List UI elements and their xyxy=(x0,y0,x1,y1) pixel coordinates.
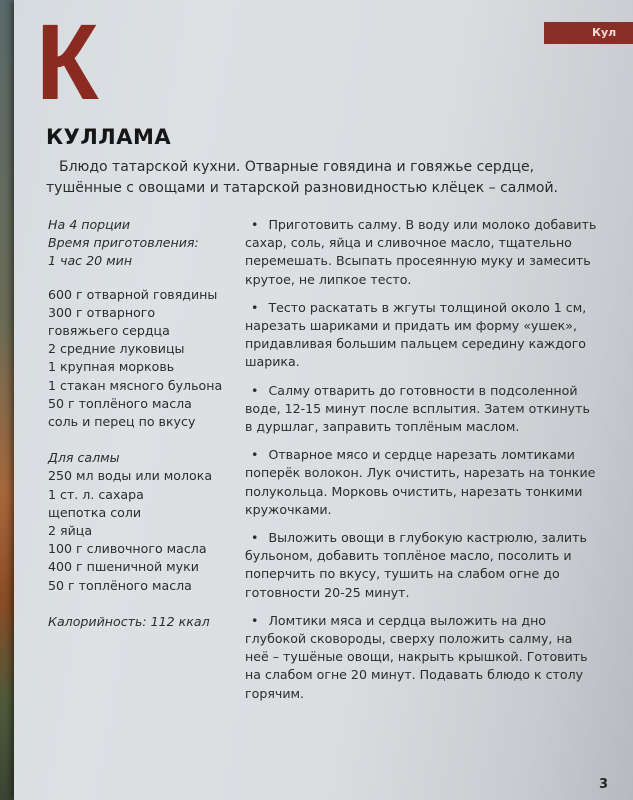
salma-item: 1 ст. л. сахара xyxy=(48,486,144,502)
salma-item: 2 яйца xyxy=(48,523,93,539)
bullet-icon: • xyxy=(251,382,259,398)
section-tab: Кул xyxy=(544,22,633,44)
cooking-time-label: Время приготовления: xyxy=(48,235,199,251)
ingredient-item: говяжьего сердца xyxy=(48,323,170,339)
salma-item: щепотка соли xyxy=(48,504,142,520)
page-number: 3 xyxy=(599,777,609,792)
salma-item: 400 г пшеничной муки xyxy=(48,559,199,575)
step-text: Выложить овощи в глубокую кастрюлю, залить бульоном, добавить топлёное масло, посолить и поперчить по вкусу, тушить на слабом огне до готовности 20-25 минут. xyxy=(245,530,587,600)
salma-item: 250 мл воды или молока xyxy=(48,468,213,484)
recipe-title: КУЛЛАМА xyxy=(46,125,172,149)
ingredients-column xyxy=(48,216,248,631)
cooking-time-value: 1 час 20 мин xyxy=(48,253,133,269)
ingredient-item: 1 крупная морковь xyxy=(48,359,175,375)
step-5 xyxy=(245,529,597,602)
ingredient-item: 300 г отварного xyxy=(48,304,156,320)
bullet-icon: • xyxy=(251,217,259,232)
step-2 xyxy=(245,299,597,372)
salma-item: 100 г сливочного масла xyxy=(48,541,207,557)
ingredient-item: 2 средние луковицы xyxy=(48,341,185,357)
bullet-icon: • xyxy=(251,612,259,628)
recipe-intro: Блюдо татарской кухни. Отварные говядина и говяжье сердце, тушённые с овощами и татарской разновидностью клёцек – салмой. xyxy=(46,159,558,196)
bullet-icon: • xyxy=(251,299,259,315)
step-6 xyxy=(245,612,597,703)
steps-column xyxy=(245,216,597,713)
step-1 xyxy=(245,216,597,289)
step-3 xyxy=(245,382,597,437)
step-text: Салму отварить до готовности в подсоленной воде, 12-15 минут после всплытия. Затем откинуть в дуршлаг, заправить топлёным маслом. xyxy=(245,382,590,435)
step-text: Приготовить салму. В воду или молоко добавить сахар, соль, яйца и сливочное масло, тщательно перемешать. Всыпать просеянную муку и замесить крутое, не липкое тесто. xyxy=(245,217,597,287)
step-text: Тесто раскатать в жгуты толщиной около 1 см, нарезать шариками и придать им форму «ушек», придавливая большим пальцем середину каждого шарика. xyxy=(245,299,587,370)
bullet-icon: • xyxy=(251,447,259,463)
portions: На 4 порции xyxy=(48,217,131,232)
ingredient-item: 1 стакан мясного бульона xyxy=(48,377,223,393)
step-text: Отварное мясо и сердце нарезать ломтиками поперёк волокон. Лук очистить, нарезать на тонкие полукольца. Морковь очистить, нарезать тонкими кружочками. xyxy=(245,447,596,517)
ingredient-item: 600 г отварной говядины xyxy=(48,286,218,302)
step-text: Ломтики мяса и сердца выложить на дно глубокой сковороды, сверху положить салму, на неё – тушёные овощи, накрыть крышкой. Готовить на слабом огне 20 минут. Подавать блюдо к столу горячим. xyxy=(245,612,588,701)
ingredient-item: соль и перец по вкусу xyxy=(48,414,196,430)
chapter-letter: К xyxy=(36,1,97,122)
book-page xyxy=(14,0,633,800)
ingredient-item: 50 г топлёного масла xyxy=(48,395,192,411)
step-4 xyxy=(245,446,597,519)
salma-item: 50 г топлёного масла xyxy=(48,577,192,593)
salma-heading: Для салмы xyxy=(48,450,120,466)
calories: Калорийность: 112 ккал xyxy=(48,613,210,629)
bullet-icon: • xyxy=(251,530,259,546)
